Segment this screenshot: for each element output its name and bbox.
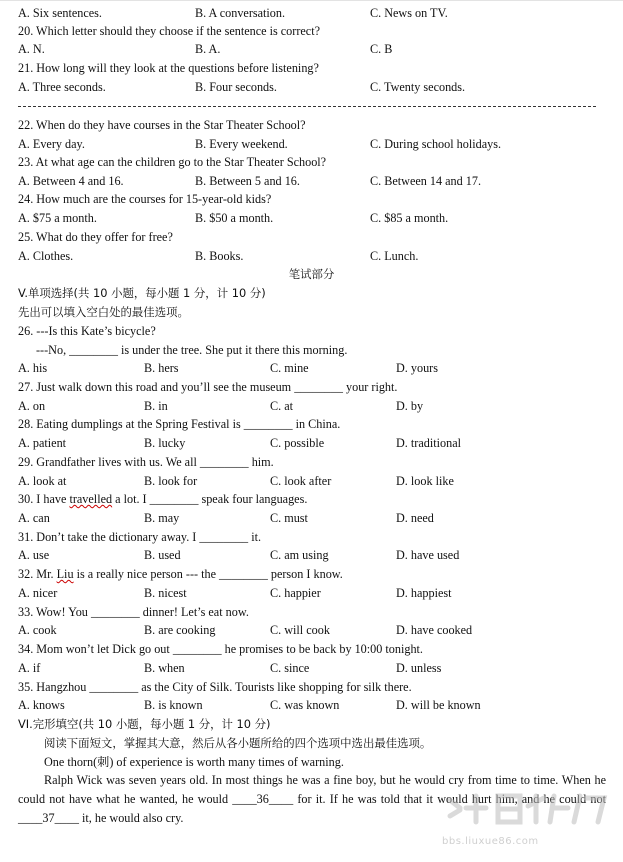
q19-option-b: B. A conversation.	[195, 6, 286, 20]
q30-question	[18, 490, 307, 508]
q31-question: 31. Don’t take the dictionary away. I ________ it.	[18, 530, 262, 544]
q34-question: 34. Mom won’t let Dick go out ________ he promises to be back by 10:00 tonight.	[18, 642, 423, 656]
q21-option-c: C. Twenty seconds.	[370, 80, 466, 94]
section-5-heading	[0, 284, 623, 302]
written-part-heading	[0, 265, 623, 283]
q24-option-c: C. $85 a month.	[370, 211, 449, 225]
q20	[0, 22, 623, 40]
q26-line2: ---No, ________ is under the tree. She put it there this morning.	[36, 343, 348, 357]
q23	[0, 153, 623, 171]
q23-question: 23. At what age can the children go to the Star Theater School?	[18, 155, 327, 169]
q25-option-c: C. Lunch.	[370, 249, 419, 263]
q31-option-c: C. am using	[270, 548, 329, 562]
q30-option-d: D. need	[396, 511, 434, 525]
q26-question: 26. ---Is this Kate’s bicycle?	[18, 324, 156, 338]
q32-question-post: is a really nice person --- the ________ person I know.	[73, 567, 343, 581]
q33-options	[0, 621, 623, 639]
q28-question: 28. Eating dumplings at the Spring Festival is ________ in China.	[18, 417, 341, 431]
q24	[0, 190, 623, 208]
section-6-heading	[0, 715, 623, 733]
section-6-instruction-row	[0, 734, 623, 752]
q31	[0, 528, 623, 546]
q19-option-a: A. Six sentences.	[18, 6, 102, 20]
q32-option-b: B. nicest	[144, 586, 187, 600]
q26-option-a: A. his	[18, 361, 48, 375]
q24-option-a: A. $75 a month.	[18, 211, 97, 225]
q28-option-a: A. patient	[18, 436, 67, 450]
q24-option-b: B. $50 a month.	[195, 211, 274, 225]
q19-options	[0, 4, 623, 22]
watermark-url: bbs.liuxue86.com	[442, 836, 539, 847]
q29-option-c: C. look after	[270, 474, 332, 488]
q30-option-b: B. may	[144, 511, 180, 525]
q26-options	[0, 359, 623, 377]
q28-options	[0, 434, 623, 452]
q23-options	[0, 172, 623, 190]
q32-option-d: D. happiest	[396, 586, 452, 600]
q25-question: 25. What do they offer for free?	[18, 230, 173, 244]
q26-option-d: D. yours	[396, 361, 438, 375]
q35-option-b: B. is known	[144, 698, 203, 712]
q32-options	[0, 584, 623, 602]
q25	[0, 228, 623, 246]
q27-question: 27. Just walk down this road and you’ll see the museum ________ your right.	[18, 380, 398, 394]
passage-title-row	[0, 753, 623, 771]
site-watermark	[436, 786, 616, 856]
top-edge	[0, 0, 623, 1]
q26-option-b: B. hers	[144, 361, 179, 375]
section-5-instruction-row	[0, 303, 623, 321]
q32	[0, 565, 623, 583]
q32-option-a: A. nicer	[18, 586, 58, 600]
q23-option-a: A. Between 4 and 16.	[18, 174, 124, 188]
section-6-instruction: 阅读下面短文，掌握其大意，然后从各小题所给的四个选项中选出最佳选项。	[44, 736, 432, 750]
q29-options	[0, 472, 623, 490]
q32-question	[18, 565, 343, 583]
q20-options	[0, 40, 623, 58]
q26-option-c: C. mine	[270, 361, 309, 375]
section-6-title: VI.完形填空(共 10 小题，每小题 1 分，计 10 分)	[18, 717, 271, 731]
q34-option-d: D. unless	[396, 661, 442, 675]
q31-option-b: B. used	[144, 548, 181, 562]
q25-options	[0, 247, 623, 265]
q35-options	[0, 696, 623, 714]
q27	[0, 378, 623, 396]
q29-option-b: B. look for	[144, 474, 198, 488]
q29-option-a: A. look at	[18, 474, 67, 488]
q30-question-word: travelled	[69, 492, 113, 506]
q28-option-b: B. lucky	[144, 436, 186, 450]
q26-line2-row	[0, 341, 623, 359]
q30	[0, 490, 623, 508]
q23-option-c: C. Between 14 and 17.	[370, 174, 482, 188]
q22-option-a: A. Every day.	[18, 137, 85, 151]
q25-option-a: A. Clothes.	[18, 249, 74, 263]
q21	[0, 59, 623, 77]
q24-question: 24. How much are the courses for 15-year-old kids?	[18, 192, 272, 206]
q22-options	[0, 135, 623, 153]
q33-option-a: A. cook	[18, 623, 57, 637]
q35-option-a: A. knows	[18, 698, 65, 712]
q20-question: 20. Which letter should they choose if the sentence is correct?	[18, 24, 320, 38]
q29	[0, 453, 623, 471]
q30-question-pre: 30. I have	[18, 492, 70, 506]
q35-question: 35. Hangzhou ________ as the City of Silk. Tourists like shopping for silk there.	[18, 680, 412, 694]
q35-option-d: D. will be known	[396, 698, 481, 712]
q34-option-b: B. when	[144, 661, 185, 675]
q27-option-c: C. at	[270, 399, 294, 413]
section-5-instruction: 先出可以填入空白处的最佳选项。	[18, 305, 189, 319]
q28-option-d: D. traditional	[396, 436, 461, 450]
q33-option-d: D. have cooked	[396, 623, 473, 637]
q26	[0, 322, 623, 340]
q24-options	[0, 209, 623, 227]
q34-options	[0, 659, 623, 677]
q28	[0, 415, 623, 433]
q20-option-a: A. N.	[18, 42, 45, 56]
dashed-separator	[18, 106, 596, 107]
q19-option-c: C. News on TV.	[370, 6, 448, 20]
q23-option-b: B. Between 5 and 16.	[195, 174, 300, 188]
q30-option-a: A. can	[18, 511, 50, 525]
q29-question: 29. Grandfather lives with us. We all ________ him.	[18, 455, 274, 469]
q34-option-a: A. if	[18, 661, 41, 675]
passage-title: One thorn(刺) of experience is worth many times of warning.	[44, 755, 344, 769]
q32-option-c: C. happier	[270, 586, 321, 600]
q22-option-c: C. During school holidays.	[370, 137, 502, 151]
q25-option-b: B. Books.	[195, 249, 244, 263]
q20-option-b: B. A.	[195, 42, 221, 56]
q35	[0, 678, 623, 696]
q28-option-c: C. possible	[270, 436, 325, 450]
q27-option-b: B. in	[144, 399, 168, 413]
q27-option-d: D. by	[396, 399, 424, 413]
q31-options	[0, 546, 623, 564]
q33	[0, 603, 623, 621]
q27-options	[0, 397, 623, 415]
q30-question-post: a lot. I ________ speak four languages.	[112, 492, 308, 506]
q32-question-word: Liu	[56, 567, 74, 581]
q30-option-c: C. must	[270, 511, 308, 525]
q22-option-b: B. Every weekend.	[195, 137, 288, 151]
q31-option-a: A. use	[18, 548, 50, 562]
q34-option-c: C. since	[270, 661, 310, 675]
written-part-title: 笔试部分	[288, 267, 335, 281]
q29-option-d: D. look like	[396, 474, 454, 488]
passage-body: Ralph Wick was seven years old. In most things he was a fine boy, but he would cry from time to time. When he could not have what he wanted, he would ____36____ for it. If he was told that it would hurt him, and he could not ____37____ it, he would also cry.	[18, 773, 606, 825]
q32-question-pre: 32. Mr.	[18, 567, 57, 581]
q21-option-a: A. Three seconds.	[18, 80, 106, 94]
q27-option-a: A. on	[18, 399, 46, 413]
q21-option-b: B. Four seconds.	[195, 80, 277, 94]
q22-question: 22. When do they have courses in the Star Theater School?	[18, 118, 306, 132]
q33-option-c: C. will cook	[270, 623, 330, 637]
q33-option-b: B. are cooking	[144, 623, 216, 637]
q21-question: 21. How long will they look at the questions before listening?	[18, 61, 319, 75]
q35-option-c: C. was known	[270, 698, 340, 712]
q33-question: 33. Wow! You ________ dinner! Let’s eat now.	[18, 605, 249, 619]
section-5-title: V.单项选择(共 10 小题，每小题 1 分，计 10 分)	[18, 286, 266, 300]
q31-option-d: D. have used	[396, 548, 460, 562]
q20-option-c: C. B	[370, 42, 393, 56]
q30-options	[0, 509, 623, 527]
q22	[0, 116, 623, 134]
q21-options	[0, 78, 623, 96]
q34	[0, 640, 623, 658]
